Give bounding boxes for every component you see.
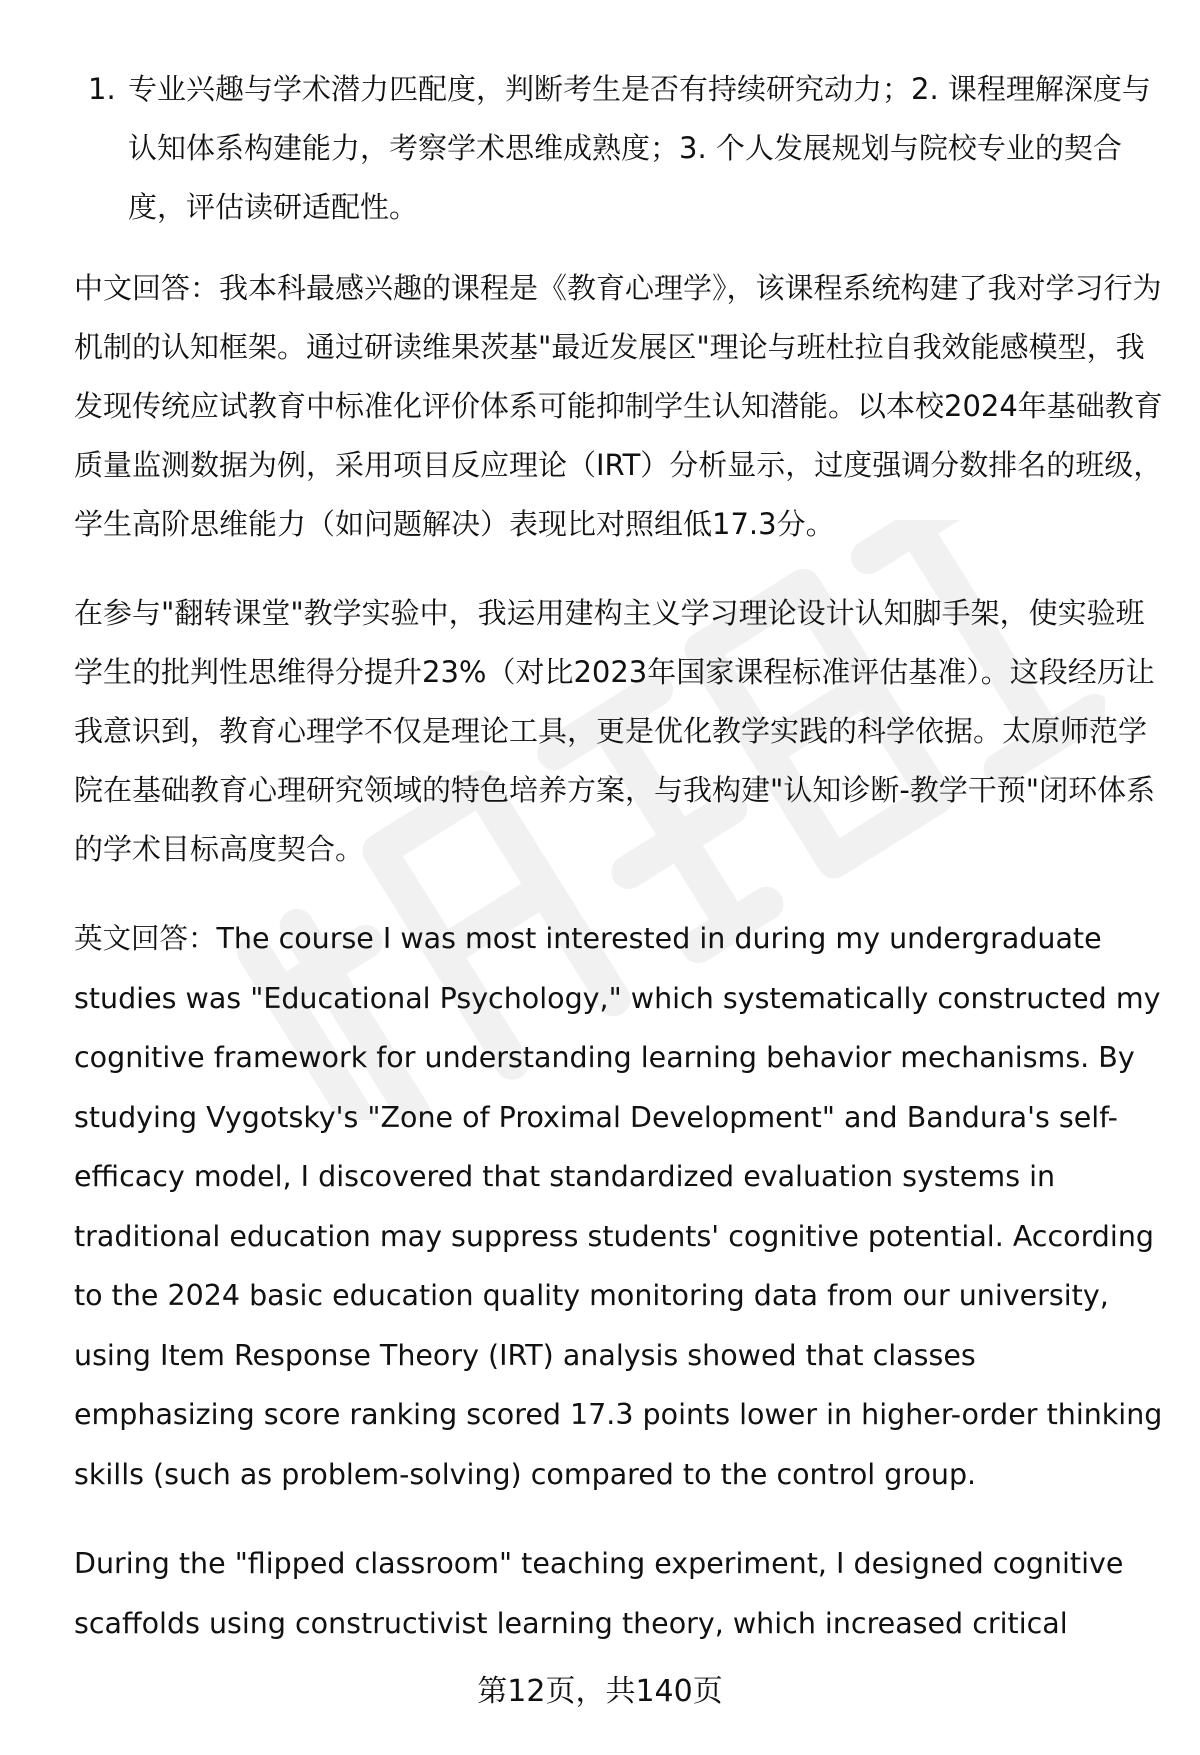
document-body [74, 60, 1164, 1683]
chinese-answer-paragraph-1: 中文回答：我本科最感兴趣的课程是《教育心理学》，该课程系统构建了我对学习行为机制的认知框架。通过研读维果茨基"最近发展区"理论与班杜拉自我效能感模型，我发现传统应试教育中标准化评价体系可能抑制学生认知潜能。以本校2024年基础教育质量监测数据为例，采用项目反应理论（IRT）分析显示，过度强调分数排名的班级，学生高阶思维能力（如问题解决）表现比对照组低17.3分。 [74, 271, 1163, 541]
list-number: 1. [88, 72, 116, 106]
page-number-footer: 第12页，共140页 [477, 1674, 723, 1709]
english-answer-paragraph-2: During the "flipped classroom" teaching experiment, I designed cognitive scaffolds using constructivist learning theory, which increased critical [74, 1547, 1124, 1640]
list-item [74, 60, 1164, 237]
english-answer-paragraph-1: 英文回答：The course I was most interested in during my undergraduate studies was "Educational Psychology," which systematically constructed my cognitive framework for understanding learning behavior mechanisms. By studying Vygotsky's "Zone of Proximal Development" and Bandura's self-efficacy model, I discovered that standardized evaluation systems in traditional education may suppress students' cognitive potential. According to the 2024 basic education quality monitoring data from our university, using Item Response Theory (IRT) analysis showed that classes emphasizing score ranking scored 17.3 points lower in higher-order thinking skills (such as problem-solving) compared to the control group. [74, 922, 1163, 1491]
list-item-text: 专业兴趣与学术潜力匹配度，判断考生是否有持续研究动力；2. 课程理解深度与认知体系构建能力，考察学术思维成熟度；3. 个人发展规划与院校专业的契合度，评估读研适配性。 [128, 72, 1151, 224]
chinese-answer-paragraph-2: 在参与"翻转课堂"教学实验中，我运用建构主义学习理论设计认知脚手架，使实验班学生的批判性思维得分提升23%（对比2023年国家课程标准评估基准）。这段经历让我意识到，教育心理学不仅是理论工具，更是优化教学实践的科学依据。太原师范学院在基础教育心理研究领域的特色培养方案，与我构建"认知诊断-教学干预"闭环体系的学术目标高度契合。 [74, 596, 1156, 866]
